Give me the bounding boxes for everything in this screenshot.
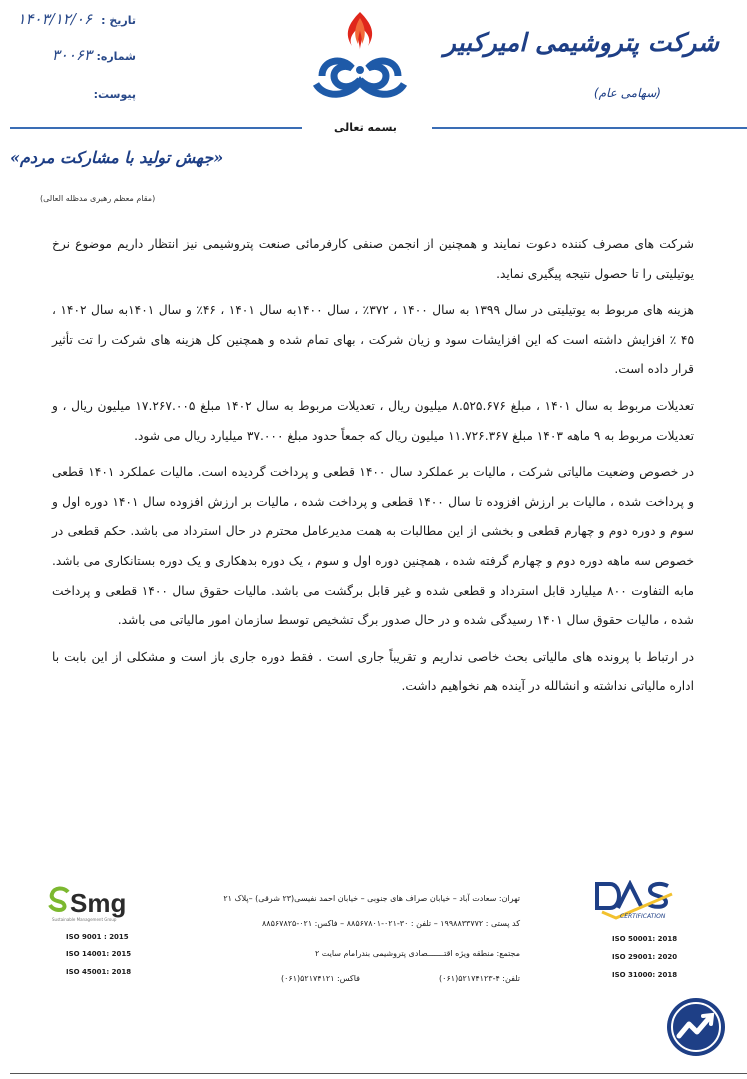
company-name: شرکت پتروشیمی امیرکبیر (443, 28, 719, 57)
company-type: (سهامی عام) (593, 86, 661, 100)
site-fax: فاکس: ۵۲۱۷۴۱۲۱(۰۶۱) (280, 974, 360, 983)
postal-phone: کد پستی : ۱۹۹۸۸۳۳۷۷۲ – تلفن : ۳۰-۰۲۱-۸۸۵۶۷۸۰۱ – فاکس: ۰۲۱-۸۸۵۶۷۸۲۵ (261, 919, 520, 928)
paragraph: شرکت های مصرف کننده دعوت نمایند و همچنین از انجمن صنفی کارفرمائی صنعت پتروشیمی نیز انتظار داریم موضوع نرخ یوتیلیتی را تا حصول نتیجه پیگیری نماید. (52, 237, 694, 281)
attachment-label: پیوست: (93, 88, 136, 101)
footer-divider (10, 1073, 747, 1074)
number-value: ۳۰۰۶۳ (51, 46, 92, 64)
paragraph: در خصوص وضعیت مالیاتی شرکت ، مالیات بر عملکرد سال ۱۴۰۰ قطعی و پرداخت گردیده است. مالیات عملکرد ۱۴۰۱ قطعی و پرداخت شده ، مالیات بر ارزش افزوده تا سال ۱۴۰۰ قطعی و پرداخت شده ، مالیات بر ارزش افزوده سال ۱۴۰۱ دوره اول و سوم و دوره دوم و چهارم قطعی و بخشی از این مطالبات به همت مدیرعامل محترم در حال استرداد می باشد. حکم قطعی در خصوص سه ماهه دوره دوم و چهارم گرفته شده ، همچنین دوره اول و سوم ، یک دوره بدهکاری و یک دوره بستانکاری می باشد. مابه التفاوت ۸۰۰ میلیارد قابل استرداد و قطعی شده و غیر قابل برگشت می باشد. مالیات حقوق سال ۱۴۰۰ قطعی و پرداخت شده ، مالیات حقوق سال ۱۴۰۱ رسیدگی شده و در حال صدور برگ تشخیص توسط سازمان امور مالیاتی می باشد. (52, 465, 695, 628)
paragraph: هزینه های مربوط به یوتیلیتی در سال ۱۳۹۹ به سال ۱۴۰۰ ، ۳۷۲٪ ، سال ۱۴۰۰به سال ۱۴۰۱ ، ۴۶٪ و سال ۱۴۰۱به سال ۱۴۰۲ ، ۴۵ ٪ افزایش داشته است که این افزایشات سود و زیان شرکت ، بهای تمام شده و همچنین کل هزینه های شرکت را تت تأثیر قرار داده است. (52, 303, 694, 377)
iso-right-3: ISO 31000: 2018 (612, 971, 678, 979)
paragraph: در ارتباط با پرونده های مالیاتی بحث خاصی نداریم و تقریباً جاری است . فقط دوره جاری باز است و مشکلی از این بابت با اداره مالیاتی نداشته و انشالله در آینده هم نخواهیم داشت. (52, 649, 694, 694)
slogan: «جهش تولید با مشارکت مردم» (10, 148, 224, 167)
number-row (8, 46, 136, 68)
iso-right-1: ISO 50001: 2018 (612, 935, 678, 943)
badge-logo-icon (665, 996, 727, 1058)
iso-right-2: ISO 29001: 2020 (612, 953, 678, 961)
slogan-attribution: (مقام معظم رهبری مدظله العالی) (40, 194, 156, 203)
letter-body (52, 230, 694, 709)
header-divider-left (10, 127, 302, 129)
bismillah: بسمه تعالی (334, 121, 397, 134)
date-value: ۱۴۰۳/۱۲/۰۶ (17, 10, 92, 28)
site-phone: تلفن: ۴-۵۲۱۷۴۱۲۳(۰۶۱) (439, 974, 520, 983)
smg-logo-text: Smg (70, 888, 127, 918)
address-tehran: تهران: سعادت آباد – خیابان صراف های جنوبی – خیابان احمد نفیسی(۲۳ شرقی) –پلاک ۲۱ (223, 894, 520, 903)
address-site: مجتمع: منطقه ویژه اقتـــــــصادی پتروشیمی بندرامام سایت ۲ (314, 949, 520, 958)
smg-logo-icon (48, 886, 72, 912)
number-label: شماره: (96, 50, 136, 63)
date-row (8, 10, 136, 32)
date-label: تاریخ : (101, 14, 136, 27)
iso-left-2: ISO 14001: 2015 (66, 950, 132, 958)
nioc-logo-icon (308, 10, 412, 102)
iso-left-1: ISO 9001 : 2015 (66, 933, 129, 941)
iso-left-3: ISO 45001: 2018 (66, 968, 132, 976)
smg-subtitle: Sustainable Management Group (52, 917, 117, 922)
attachment-row (8, 84, 136, 106)
paragraph: تعدیلات مربوط به سال ۱۴۰۱ ، مبلغ ۸.۵۲۵.۶۷۶ میلیون ریال ، تعدیلات مربوط به سال ۱۴۰۲ مبلغ ۱۷.۲۶۷.۰۰۵ میلیون ریال ، و تعدیلات مربوط به ۹ ماهه ۱۴۰۳ مبلغ ۱۱.۷۲۶.۳۶۷ میلیون ریال که جمعاً حدود مبلغ ۳۷.۰۰۰ میلیارد ریال می شود. (52, 398, 694, 443)
header-divider-right (432, 127, 747, 129)
flame-icon (348, 12, 372, 50)
das-subtitle: CERTIFICATION (620, 913, 666, 920)
